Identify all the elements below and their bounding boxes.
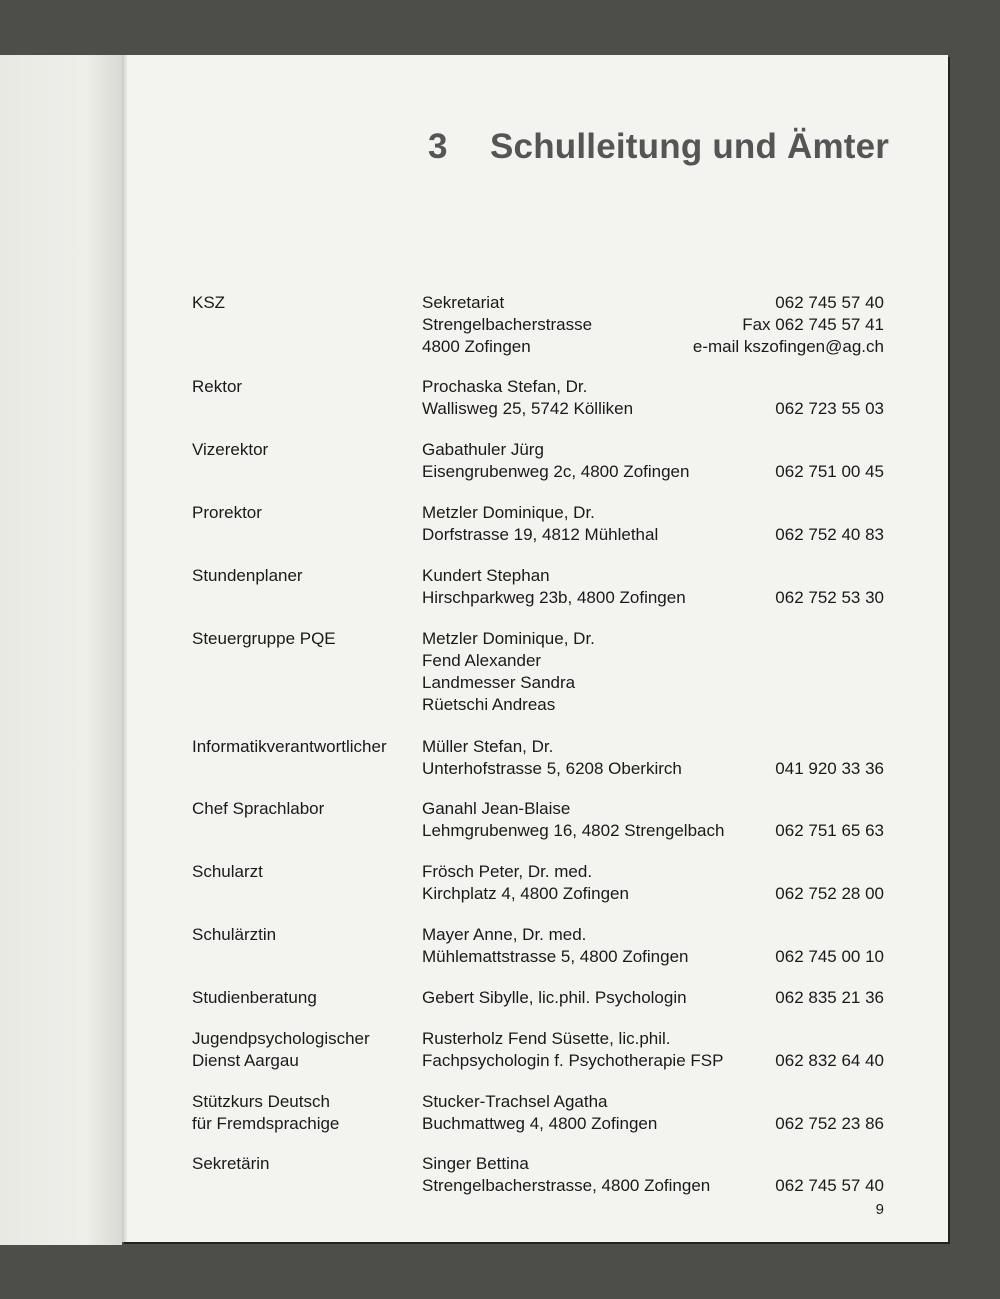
person-details bbox=[422, 798, 724, 842]
person-details bbox=[422, 924, 688, 968]
person-details bbox=[422, 439, 689, 483]
person-line: Lehmgrubenweg 16, 4802 Strengelbach bbox=[422, 821, 725, 840]
phone-line bbox=[775, 1091, 884, 1113]
person-line: Wallisweg 25, 5742 Kölliken bbox=[422, 399, 634, 418]
phone-line: 062 752 23 86 bbox=[775, 1114, 884, 1133]
phone-line: 062 745 57 40 bbox=[775, 1176, 884, 1195]
contact-numbers bbox=[775, 502, 884, 546]
phone-line: 062 745 57 40 bbox=[775, 293, 884, 312]
person-line: Prochaska Stefan, Dr. bbox=[422, 377, 588, 396]
person-line: Metzler Dominique, Dr. bbox=[422, 629, 595, 648]
phone-line bbox=[775, 439, 884, 461]
role-label bbox=[192, 292, 422, 314]
role-line: Steuergruppe PQE bbox=[192, 629, 336, 648]
phone-line bbox=[775, 924, 884, 946]
phone-line bbox=[775, 861, 884, 883]
person-line: Sekretariat bbox=[422, 293, 505, 312]
phone-line: 062 751 65 63 bbox=[775, 821, 884, 840]
role-label bbox=[192, 1153, 422, 1175]
role-line: Schulärztin bbox=[192, 925, 277, 944]
role-line: Stützkurs Deutsch bbox=[192, 1092, 330, 1111]
role-line: Jugendpsychologischer bbox=[192, 1029, 370, 1048]
phone-line: e-mail kszofingen@ag.ch bbox=[692, 337, 884, 356]
person-line: Müller Stefan, Dr. bbox=[422, 737, 554, 756]
page-number: 9 bbox=[875, 1201, 884, 1218]
phone-line: 062 752 28 00 bbox=[775, 884, 884, 903]
person-line: Buchmattweg 4, 4800 Zofingen bbox=[422, 1114, 658, 1133]
contact-numbers bbox=[775, 798, 884, 842]
role-line: Vizerektor bbox=[192, 440, 269, 459]
contact-numbers bbox=[775, 376, 884, 420]
facing-page-edge bbox=[0, 55, 122, 1245]
role-line: Schularzt bbox=[192, 862, 263, 881]
chapter-number: 3 bbox=[428, 127, 448, 166]
role-line: Stundenplaner bbox=[192, 566, 303, 585]
person-details bbox=[422, 861, 629, 905]
contact-numbers bbox=[775, 1028, 884, 1072]
chapter-title: Schulleitung und Ämter bbox=[490, 127, 890, 166]
role-label bbox=[192, 861, 422, 883]
phone-line: 062 752 40 83 bbox=[775, 525, 884, 544]
person-line: Rüetschi Andreas bbox=[422, 695, 556, 714]
phone-line: 062 745 00 10 bbox=[775, 947, 884, 966]
phone-line: 041 920 33 36 bbox=[775, 759, 884, 778]
contact-numbers bbox=[775, 1091, 884, 1135]
contact-numbers bbox=[775, 439, 884, 483]
person-line: 4800 Zofingen bbox=[422, 337, 531, 356]
role-label bbox=[192, 1028, 422, 1072]
directory-list bbox=[122, 55, 948, 1242]
person-details bbox=[422, 736, 682, 780]
role-line: Sekretärin bbox=[192, 1154, 270, 1173]
role-line: Rektor bbox=[192, 377, 243, 396]
person-line: Mayer Anne, Dr. med. bbox=[422, 925, 587, 944]
person-line: Frösch Peter, Dr. med. bbox=[422, 862, 593, 881]
role-line: Chef Sprachlabor bbox=[192, 799, 325, 818]
person-details bbox=[422, 1028, 723, 1072]
person-details bbox=[422, 1091, 657, 1135]
role-label bbox=[192, 376, 422, 398]
person-line: Rusterholz Fend Süsette, lic.phil. bbox=[422, 1029, 671, 1048]
person-line: Kundert Stephan bbox=[422, 566, 550, 585]
person-line: Unterhofstrasse 5, 6208 Oberkirch bbox=[422, 759, 682, 778]
person-line: Strengelbacherstrasse bbox=[422, 315, 593, 334]
contact-numbers bbox=[775, 565, 884, 609]
role-line: Informatikverantwortlicher bbox=[192, 737, 387, 756]
person-line: Hirschparkweg 23b, 4800 Zofingen bbox=[422, 588, 686, 607]
phone-line bbox=[775, 1028, 884, 1050]
person-line: Strengelbacherstrasse, 4800 Zofingen bbox=[422, 1176, 711, 1195]
person-line: Mühlemattstrasse 5, 4800 Zofingen bbox=[422, 947, 689, 966]
person-line: Fachpsychologin f. Psychotherapie FSP bbox=[422, 1051, 724, 1070]
role-line: KSZ bbox=[192, 293, 226, 312]
role-line: Studienberatung bbox=[192, 988, 317, 1007]
contact-numbers bbox=[775, 924, 884, 968]
phone-line bbox=[775, 1153, 884, 1175]
document-page bbox=[122, 55, 948, 1242]
phone-line: 062 835 21 36 bbox=[775, 988, 884, 1007]
person-line: Landmesser Sandra bbox=[422, 673, 576, 692]
person-line: Stucker-Trachsel Agatha bbox=[422, 1092, 608, 1111]
person-details bbox=[422, 1153, 710, 1197]
role-line: Prorektor bbox=[192, 503, 262, 522]
phone-line bbox=[775, 736, 884, 758]
role-label bbox=[192, 628, 422, 650]
person-line: Eisengrubenweg 2c, 4800 Zofingen bbox=[422, 462, 690, 481]
contact-numbers bbox=[775, 1153, 884, 1197]
person-line: Kirchplatz 4, 4800 Zofingen bbox=[422, 884, 629, 903]
phone-line: 062 832 64 40 bbox=[775, 1051, 884, 1070]
contact-numbers bbox=[693, 292, 884, 358]
person-details bbox=[422, 987, 687, 1009]
person-details bbox=[422, 376, 633, 420]
person-line: Gabathuler Jürg bbox=[422, 440, 544, 459]
phone-line bbox=[775, 565, 884, 587]
person-details bbox=[422, 292, 592, 358]
role-label bbox=[192, 987, 422, 1009]
phone-line: 062 723 55 03 bbox=[775, 399, 884, 418]
role-label bbox=[192, 736, 422, 758]
role-label bbox=[192, 439, 422, 461]
role-line: für Fremdsprachige bbox=[192, 1114, 340, 1133]
contact-numbers bbox=[775, 861, 884, 905]
person-line: Gebert Sibylle, lic.phil. Psychologin bbox=[422, 988, 687, 1007]
person-line: Fend Alexander bbox=[422, 651, 542, 670]
person-line: Dorfstrasse 19, 4812 Mühlethal bbox=[422, 525, 659, 544]
role-line: Dienst Aargau bbox=[192, 1051, 299, 1070]
contact-numbers bbox=[775, 987, 884, 1009]
phone-line: Fax 062 745 57 41 bbox=[742, 315, 884, 334]
role-label bbox=[192, 924, 422, 946]
phone-line bbox=[775, 798, 884, 820]
phone-line bbox=[775, 376, 884, 398]
person-line: Singer Bettina bbox=[422, 1154, 529, 1173]
person-line: Ganahl Jean-Blaise bbox=[422, 799, 571, 818]
contact-numbers bbox=[775, 736, 884, 780]
person-details bbox=[422, 628, 595, 716]
person-details bbox=[422, 502, 658, 546]
person-line: Metzler Dominique, Dr. bbox=[422, 503, 595, 522]
role-label bbox=[192, 502, 422, 524]
phone-line: 062 751 00 45 bbox=[775, 462, 884, 481]
person-details bbox=[422, 565, 686, 609]
phone-line bbox=[775, 502, 884, 524]
role-label bbox=[192, 1091, 422, 1135]
role-label bbox=[192, 565, 422, 587]
phone-line: 062 752 53 30 bbox=[775, 588, 884, 607]
role-label bbox=[192, 798, 422, 820]
